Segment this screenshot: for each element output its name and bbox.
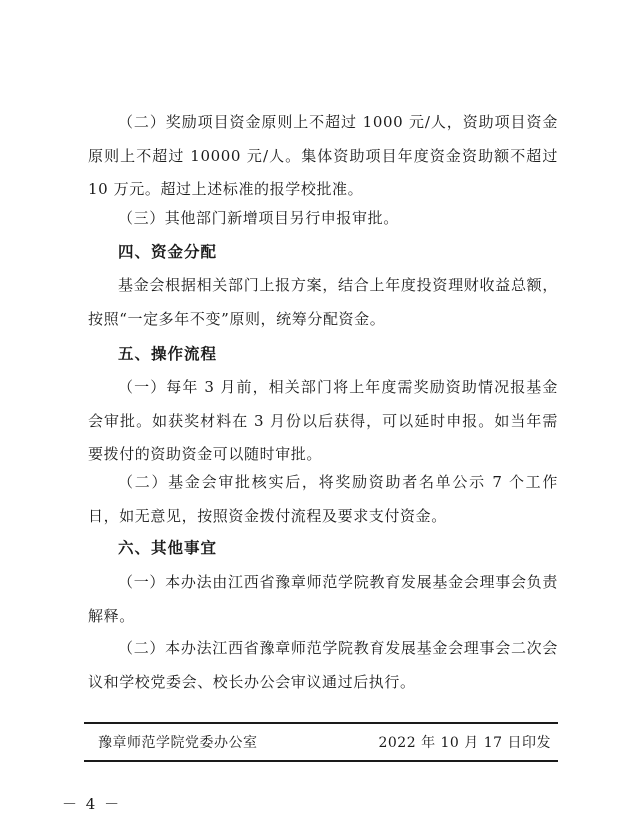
heading-other-matters: 六、其他事宜 — [118, 539, 218, 557]
paragraph-effective: （二）本办法江西省豫章师范学院教育发展基金会理事会二次会议和学校党委会、校长办公会审议通过后执行。 — [88, 639, 558, 691]
heading-operation-process: 五、操作流程 — [118, 345, 218, 363]
heading-fund-allocation: 四、资金分配 — [118, 243, 218, 261]
footer-top-rule — [84, 722, 558, 724]
paragraph-process-step-1: （一）每年 3 月前，相关部门将上年度需奖励资助情况报基金会审批。如获奖材料在 3 月份以后获得，可以延时申报。如当年需要拨付的资助资金可以随时审批。 — [88, 378, 558, 463]
footer-issuer: 豫章师范学院党委办公室 — [98, 735, 258, 751]
paragraph-interpretation: （一）本办法由江西省豫章师范学院教育发展基金会理事会负责解释。 — [88, 573, 558, 625]
page-number: － 4 － — [62, 795, 122, 813]
paragraph-funding-limits: （二）奖励项目资金原则上不超过 1000 元/人，资助项目资金原则上不超过 10000 元/人。集体资助项目年度资金资助额不超过 10 万元。超过上述标准的报学校批准。 — [88, 113, 558, 198]
paragraph-fund-allocation: 基金会根据相关部门上报方案，结合上年度投资理财收益总额，按照“一定多年不变”原则，统筹分配资金。 — [88, 276, 558, 328]
paragraph-other-departments: （三）其他部门新增项目另行申报审批。 — [118, 209, 399, 227]
footer-print-date: 2022 年 10 月 17 日印发 — [378, 735, 551, 751]
footer-bottom-rule — [84, 760, 558, 762]
paragraph-process-step-2: （二）基金会审批核实后，将奖励资助者名单公示 7 个工作日，如无意见，按照资金拨付流程及要求支付资金。 — [88, 473, 558, 525]
